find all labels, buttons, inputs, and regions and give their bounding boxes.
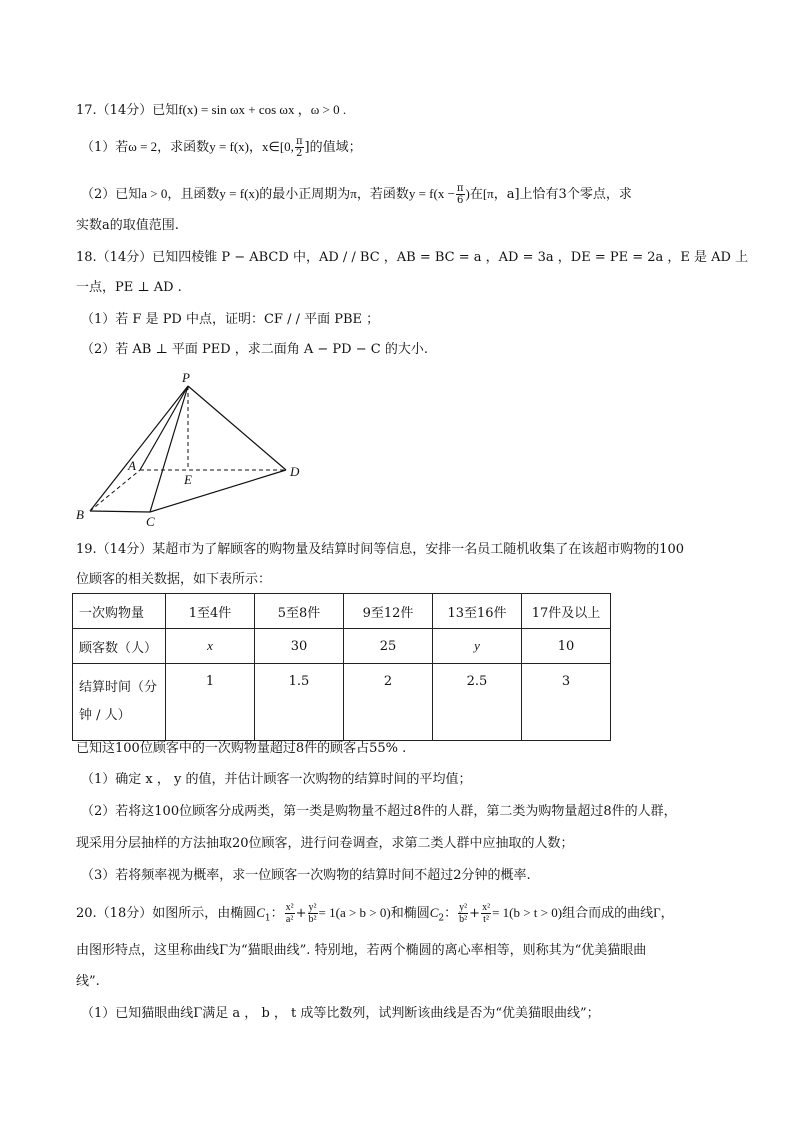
table-header-cell: 17件及以上 (522, 594, 611, 629)
table-cell: 顾客数（人） (73, 629, 166, 664)
text: a]上恰有3个零点，求 (506, 187, 632, 202)
var-y: y (474, 638, 480, 653)
table-header-cell: 一次购物量 (73, 594, 166, 629)
subscript: 1 (264, 913, 271, 924)
denominator: 2 (296, 148, 303, 159)
q17-part1 (81, 136, 362, 159)
table-cell: 1.5 (255, 664, 344, 741)
text: 的最小正周期为 (259, 187, 351, 202)
table-header-row (73, 594, 611, 629)
numerator: π (295, 136, 303, 147)
math: = 1(a > b > 0)和椭圆 (318, 905, 430, 920)
label-D: D (290, 464, 300, 479)
text: （1）若 (81, 140, 129, 155)
label-B: B (76, 507, 84, 522)
q19-part2-cont: 现采用分层抽样的方法抽取20位顾客，进行问卷调查，求第二类人群中应抽取的人数； (76, 836, 574, 851)
denominator: b² (308, 914, 317, 925)
q18-stem: 18.（14分）已知四棱锥 P − ABCD 中，AD / / BC ，AB = BC = a ，AD = 3a ，DE = PE = 2a ，E 是 AD 上 (76, 250, 749, 265)
fraction-pi-over-6 (456, 183, 465, 206)
fraction-pi-over-2 (295, 136, 304, 159)
q20-part1: （1）已知猫眼曲线Γ满足 a ， b ， t 成等比数列，试判断该曲线是否为“优美猫眼曲线”； (81, 1006, 600, 1021)
q17-part2-cont: 实数a的取值范围. (76, 218, 179, 233)
text: ， (249, 140, 263, 155)
text: ： (444, 906, 458, 921)
table-cell: 1 (166, 664, 255, 741)
numerator: x² (482, 902, 491, 913)
table-header-cell: 9至12件 (344, 594, 433, 629)
ellipse-C1: C (256, 905, 265, 920)
cell-line: 结算时间（分 (79, 680, 158, 695)
math: x∈[0, (262, 139, 294, 154)
table-cell: 30 (255, 629, 344, 664)
q17-stem (76, 102, 346, 119)
label-E: E (184, 472, 192, 487)
table-cell: 25 (344, 629, 433, 664)
q19-part2: （2）若将这100位顾客分成两类，第一类是购物量不超过8件的人群，第二类为购物量超过8件的人群， (81, 804, 677, 819)
ellipse-C2: C (429, 905, 439, 920)
q18-stem-cont: 一点，PE ⊥ AD . (76, 280, 182, 295)
q19-stem-cont: 位顾客的相关数据，如下表所示： (76, 572, 272, 587)
denominator: t² (483, 914, 489, 925)
math: )在[π， (465, 186, 507, 201)
table-header-cell: 13至16件 (433, 594, 522, 629)
q20-stem: 20.（18分）如图所示，由椭圆$C_1$： $\frac{\text{x²}}{\text{a²}}$ + $\frac{\text{y²}}{\text{b²}}$ = 1(a > b > 0)和椭圆$C_2$： $\frac{\text{y²}}{\text{b²}}$ + $\frac{\text{x²}}{\text{t²}}$ = 1(b > t > 0)组合而成的曲线Γ， (76, 902, 674, 925)
table-cell: 2 (344, 664, 433, 741)
text: ，求函数 (157, 140, 210, 155)
text: （2）已知 (81, 187, 142, 202)
label-C: C (146, 514, 155, 529)
edge-PB (90, 386, 188, 511)
shopping-table (72, 593, 611, 741)
q17-part2 (81, 183, 632, 206)
math: ω = 2 (128, 139, 158, 154)
numerator: y² (459, 902, 468, 913)
text: 20.（18分）如图所示，由椭圆 (76, 906, 257, 921)
denominator: b² (459, 914, 468, 925)
label-A: A (128, 458, 136, 473)
math: a > 0 (141, 186, 168, 201)
q18-part1: （1）若 F 是 PD 中点，证明：CF / / 平面 PBE ； (81, 312, 380, 327)
table-cell (166, 629, 255, 664)
q17-function-def: f(x) = sin ωx + cos ωx ，ω > 0 . (178, 102, 347, 117)
text: ，若函数 (356, 187, 409, 202)
q17-head: 17.（14分）已知 (76, 103, 179, 118)
q18-part2: （2）若 AB ⊥ 平面 PED ，求二面角 A − PD − C 的大小. (81, 342, 428, 357)
q19-condition: 已知这100位顾客中的一次购物量超过8件的顾客占55% . (76, 741, 407, 756)
q19-part3: （3）若将频率视为概率，求一位顾客一次购物的结算时间不超过2分钟的概率. (81, 868, 531, 883)
math: y = f(x) (209, 139, 250, 154)
numerator: y² (308, 902, 317, 913)
edge-PA (140, 386, 188, 470)
fraction (458, 902, 468, 925)
numerator: x² (285, 902, 294, 913)
fraction (481, 902, 491, 925)
q19-stem: 19.（14分）某超市为了解顾客的购物量及结算时间等信息，安排一名员工随机收集了在该超市购物的100 (76, 542, 685, 557)
math: y = f(x − (408, 186, 455, 201)
table-cell (433, 629, 522, 664)
edge-PD (188, 386, 286, 470)
text: ，且函数 (167, 187, 220, 202)
fraction (308, 902, 318, 925)
edge-CD (150, 470, 286, 512)
q20-stem-cont2: 线”. (76, 974, 100, 989)
math: π (350, 186, 357, 201)
text: ]的值域； (304, 140, 362, 155)
var-x: x (207, 638, 213, 653)
math: y = f(x) (219, 186, 260, 201)
table-row (73, 664, 611, 741)
fraction (285, 902, 295, 925)
table-header-cell: 5至8件 (255, 594, 344, 629)
math: = 1(b > t > 0)组合而成的曲线Γ， (492, 905, 674, 920)
q20-stem-cont: 由图形特点，这里称曲线Γ为“猫眼曲线”. 特别地，若两个椭圆的离心率相等，则称其为“优美猫眼曲 (76, 943, 647, 958)
table-header-cell: 1至4件 (166, 594, 255, 629)
table-cell: 3 (522, 664, 611, 741)
denominator: a² (285, 914, 294, 925)
edge-AB (90, 470, 140, 511)
table-cell (73, 664, 166, 741)
pyramid-figure (70, 366, 310, 531)
subscript: 2 (438, 913, 445, 924)
label-P: P (182, 370, 190, 385)
table-cell: 2.5 (433, 664, 522, 741)
text: ： (270, 906, 284, 921)
table-row (73, 629, 611, 664)
edge-PC (150, 386, 188, 512)
table-cell: 10 (522, 629, 611, 664)
denominator: 6 (457, 195, 464, 206)
edge-BC (90, 511, 150, 512)
cell-line: 钟 / 人） (79, 708, 131, 723)
numerator: π (456, 183, 464, 194)
q19-part1: （1）确定 x ， y 的值，并估计顾客一次购物的结算时间的平均值； (81, 772, 472, 787)
